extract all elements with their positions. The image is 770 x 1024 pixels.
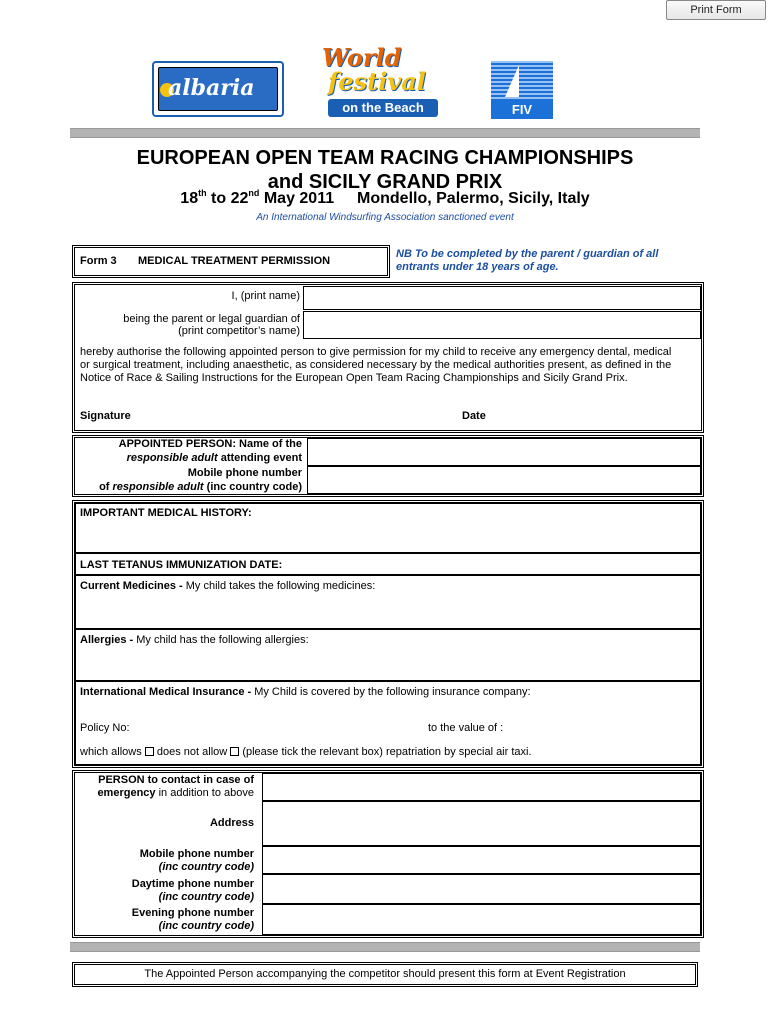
evening-label-1: Evening phone number	[131, 907, 254, 919]
appointed-mobile-field[interactable]	[307, 466, 701, 494]
emergency-label-2: emergency in addition to above	[97, 787, 254, 799]
divider-bar-top	[70, 128, 700, 138]
evening-label-2: (inc country code)	[158, 920, 254, 932]
parent-note: NB To be completed by the parent / guardian of all entrants under 18 years of age.	[396, 248, 659, 273]
footer-note: The Appointed Person accompanying the competitor should present this form at Event Registration	[72, 962, 698, 987]
insurance-label: International Medical Insurance - My Child is covered by the following insurance company:	[80, 686, 531, 698]
guardian-label-2: (print competitor’s name)	[178, 325, 300, 337]
emergency-mobile-label-2: (inc country code)	[158, 861, 254, 873]
page-title-line-1: EUROPEAN OPEN TEAM RACING CHAMPIONSHIPS	[136, 147, 634, 169]
medical-history-label: IMPORTANT MEDICAL HISTORY:	[80, 507, 252, 519]
allows-checkbox[interactable]	[145, 747, 154, 756]
parent-name-field[interactable]	[303, 286, 701, 310]
event-location: Mondello, Palermo, Sicily, Italy	[357, 190, 590, 207]
daytime-label-2: (inc country code)	[158, 891, 254, 903]
form-name: MEDICAL TREATMENT PERMISSION	[138, 255, 331, 267]
appointed-label-1: APPOINTED PERSON: Name of the	[118, 438, 302, 450]
emergency-address-field[interactable]	[262, 801, 701, 846]
form-number: Form 3	[80, 255, 117, 267]
address-label: Address	[209, 817, 254, 829]
daytime-label-1: Daytime phone number	[131, 878, 254, 890]
medicines-label: Current Medicines - My child takes the following medicines:	[80, 580, 376, 592]
albaria-logo: albaria	[152, 61, 284, 117]
emergency-name-field[interactable]	[262, 773, 701, 801]
policy-label: Policy No:	[80, 722, 130, 734]
sail-icon	[505, 65, 519, 97]
fiv-logo: FIV	[491, 61, 553, 119]
allergies-label: Allergies - My child has the following allergies:	[80, 634, 309, 646]
print-form-button[interactable]: Print Form	[666, 0, 766, 20]
divider-bar-bottom	[70, 942, 700, 952]
appointed-name-field[interactable]	[307, 438, 701, 466]
appointed-mobile-label-2: of responsible adult (inc country code)	[99, 481, 302, 493]
does-not-allow-checkbox[interactable]	[230, 747, 239, 756]
emergency-label-1: PERSON to contact in case of	[98, 774, 254, 786]
sanction-note: An International Windsurfing Association sanctioned event	[256, 212, 514, 223]
daytime-phone-field[interactable]	[262, 874, 701, 904]
page-title-line-2: and SICILY GRAND PRIX	[267, 171, 503, 193]
value-label: to the value of :	[428, 722, 504, 734]
evening-phone-field[interactable]	[262, 904, 701, 935]
date-label: Date	[462, 410, 486, 422]
print-name-label: I, (print name)	[231, 290, 300, 302]
appointed-mobile-label-1: Mobile phone number	[187, 467, 302, 479]
appointed-label-2: responsible adult attending event	[126, 452, 302, 464]
competitor-name-field[interactable]	[303, 311, 701, 339]
guardian-label-1: being the parent or legal guardian of	[123, 313, 300, 325]
repatriation-row: which allows does not allow (please tick the relevant box) repatriation by special air taxi.	[80, 746, 532, 758]
world-festival-logo: World festival on the Beach	[318, 43, 440, 119]
tetanus-label: LAST TETANUS IMMUNIZATION DATE:	[80, 559, 283, 571]
emergency-mobile-label-1: Mobile phone number	[139, 848, 254, 860]
event-dates: 18th to 22nd May 2011 Mondello, Palermo, Sicily, Italy	[180, 188, 590, 207]
signature-label: Signature	[80, 410, 131, 422]
authorisation-text: hereby authorise the following appointed person to give permission for my child to receive any emergency dental, medical or surgical treatment, including anaesthetic, as considered necessary by the medical authorities present, as defined in the Notice of Race & Sailing Instructions for the European Open Team Racing Championships and Sicily Grand Prix.	[80, 346, 672, 384]
emergency-mobile-field[interactable]	[262, 846, 701, 874]
